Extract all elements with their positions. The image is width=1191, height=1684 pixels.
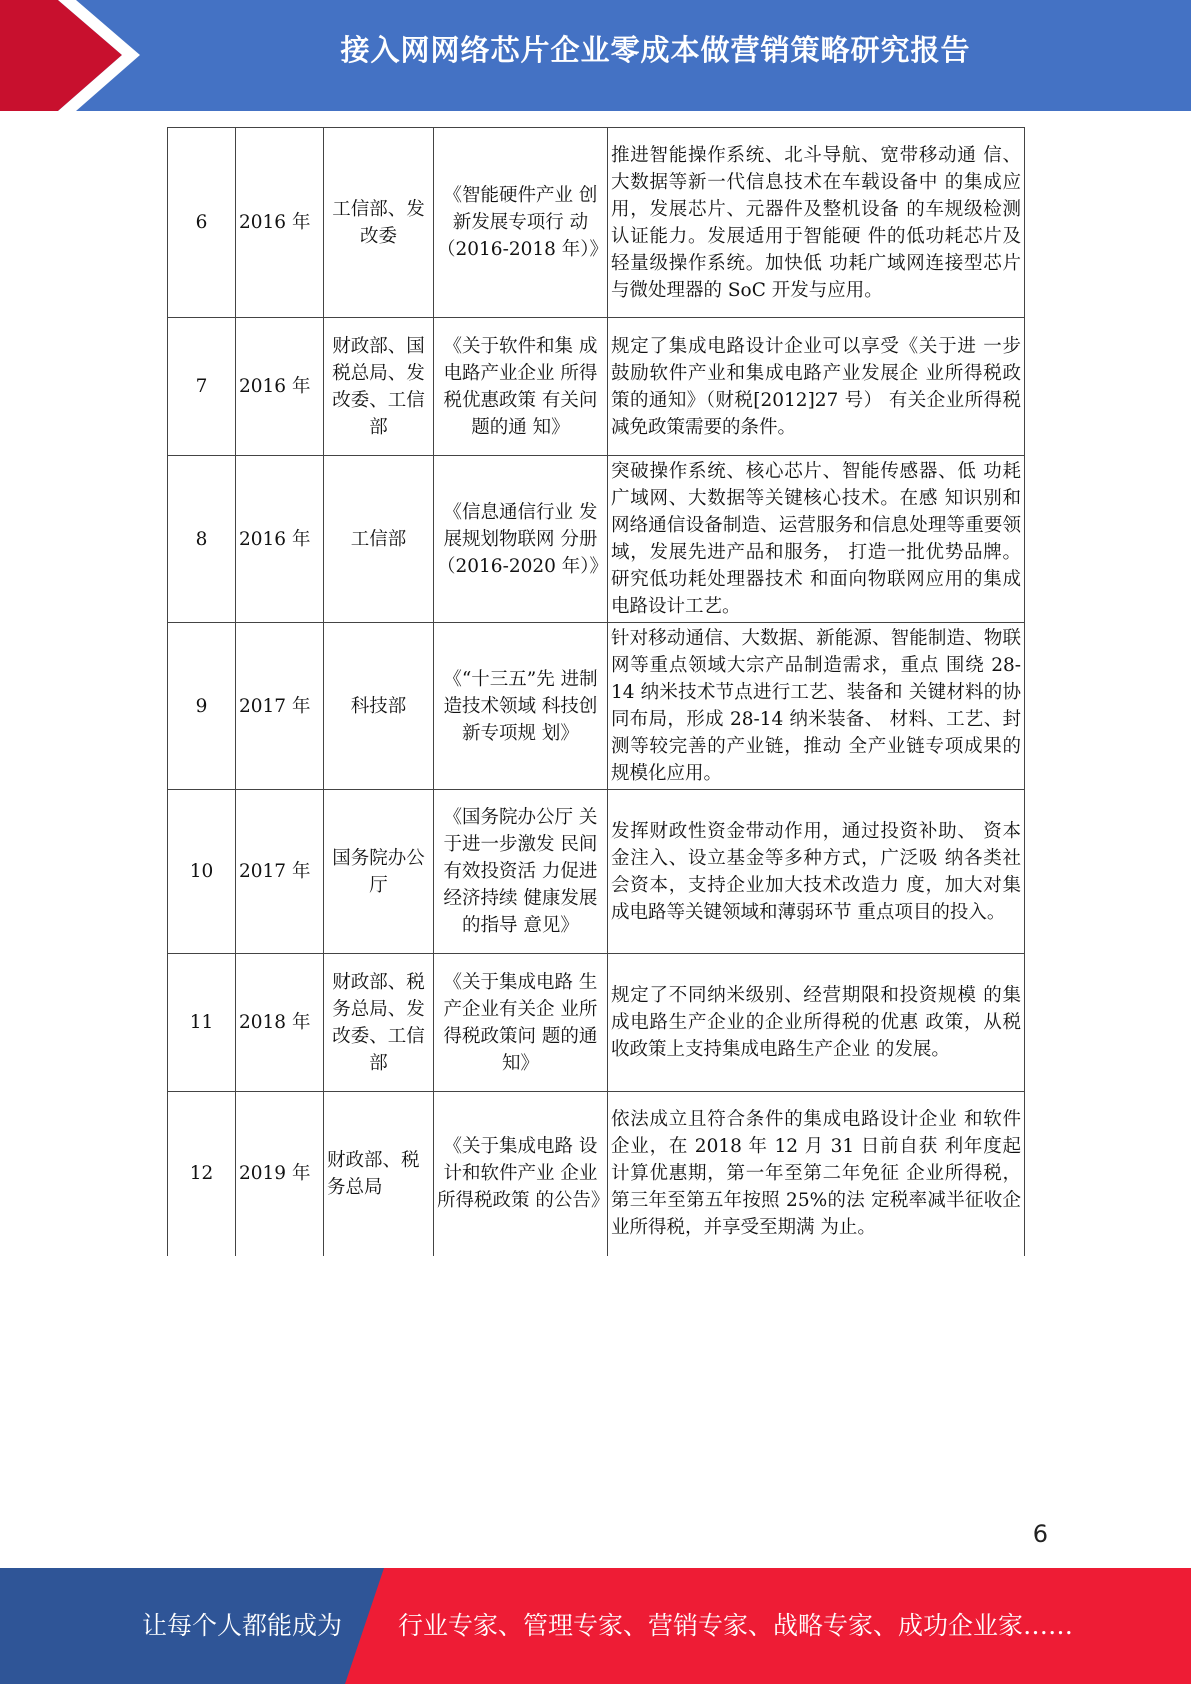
row-content: 针对移动通信、大数据、新能源、智能制造、物联网等重点领域大宗产品制造需求，重点 围绕 28-14 纳米技术节点进行工艺、装备和 关键材料的协同布局，形成 28-14 纳米装备、 材料、工艺、封测等较完善的产业链，推动 全产业链专项成果的规模化应用。 [608,623,1025,790]
row-policy: 《“十三五”先 进制造技术领域 科技创新专项规 划》 [434,623,608,790]
row-policy: 《国务院办公厅 关于进一步激发 民间有效投资活 力促进经济持续 健康发展的指导 意见》 [434,790,608,954]
row-policy: 《关于软件和集 成电路产业企业 所得税优惠政策 有关问题的通 知》 [434,318,608,456]
page-footer [0,1568,1191,1684]
row-policy: 《关于集成电路 生产企业有关企 业所得税政策问 题的通知》 [434,954,608,1092]
row-department: 科技部 [324,623,434,790]
row-number: 8 [168,456,236,623]
table-row [168,954,1025,1092]
row-number: 10 [168,790,236,954]
row-year: 2019 年 [236,1092,324,1256]
row-number: 6 [168,128,236,318]
row-year: 2017 年 [236,623,324,790]
table-row [168,318,1025,456]
row-policy: 《智能硬件产业 创新发展专项行 动（2016-2018 年）》 [434,128,608,318]
page-number: 6 [1032,1520,1048,1548]
row-year: 2017 年 [236,790,324,954]
row-content: 突破操作系统、核心芯片、智能传感器、低 功耗广域网、大数据等关键核心技术。在感 知识别和网络通信设备制造、运营服务和信息处理等重要领域，发展先进产品和服务， 打造一批优势品牌。研究低功耗处理器技术 和面向物联网应用的集成电路设计工艺。 [608,456,1025,623]
row-number: 9 [168,623,236,790]
row-number: 12 [168,1092,236,1256]
row-year: 2016 年 [236,128,324,318]
table-row [168,623,1025,790]
row-year: 2016 年 [236,456,324,623]
row-content: 规定了不同纳米级别、经营期限和投资规模 的集成电路生产企业的企业所得税的优惠 政策，从税收政策上支持集成电路生产企业 的发展。 [608,954,1025,1092]
footer-slogan-left: 让每个人都能成为 [142,1611,343,1640]
row-number: 11 [168,954,236,1092]
row-policy: 《关于集成电路 设计和软件产业 企业所得税政策 的公告》 [434,1092,608,1256]
row-policy: 《信息通信行业 发展规划物联网 分册（2016-2020 年）》 [434,456,608,623]
row-content: 发挥财政性资金带动作用，通过投资补助、 资本金注入、设立基金等多种方式，广泛吸 纳各类社会资本，支持企业加大技术改造力 度，加大对集成电路等关键领域和薄弱环节 重点项目的投入。 [608,790,1025,954]
row-content: 推进智能操作系统、北斗导航、宽带移动通 信、大数据等新一代信息技术在车载设备中 的集成应用，发展芯片、元器件及整机设备 的车规级检测认证能力。发展适用于智能硬 件的低功耗芯片及轻量级操作系统。加快低 功耗广域网连接型芯片与微处理器的 SoC 开发与应用。 [608,128,1025,318]
row-department: 财政部、税务总局 [324,1092,434,1256]
row-department: 国务院办公厅 [324,790,434,954]
row-department: 财政部、税务总局、发改委、工信部 [324,954,434,1092]
policy-table-container [167,127,1024,1256]
row-year: 2018 年 [236,954,324,1092]
report-title: 接入网网络芯片企业零成本做营销策略研究报告 [340,33,971,67]
row-content: 规定了集成电路设计企业可以享受《关于进 一步鼓励软件产业和集成电路产业发展企 业所得税政策的通知》（财税[2012]27 号） 有关企业所得税减免政策需要的条件。 [608,318,1025,456]
row-department: 工信部、发改委 [324,128,434,318]
header-arrow-decoration [0,0,160,111]
table-row [168,128,1025,318]
table-row [168,1092,1025,1256]
row-number: 7 [168,318,236,456]
table-row [168,456,1025,623]
row-department: 财政部、国税总局、发改委、工信部 [324,318,434,456]
row-department: 工信部 [324,456,434,623]
row-year: 2016 年 [236,318,324,456]
policy-table [167,127,1025,1256]
table-row [168,790,1025,954]
footer-slogan-right: 行业专家、管理专家、营销专家、战略专家、成功企业家…… [398,1611,1074,1640]
page-header [0,0,1191,111]
row-content: 依法成立且符合条件的集成电路设计企业 和软件企业，在 2018 年 12 月 31 日前自获 利年度起计算优惠期，第一年至第二年免征 企业所得税，第三年至第五年按照 25%的法 定税率减半征收企业所得税，并享受至期满 为止。 [608,1092,1025,1256]
